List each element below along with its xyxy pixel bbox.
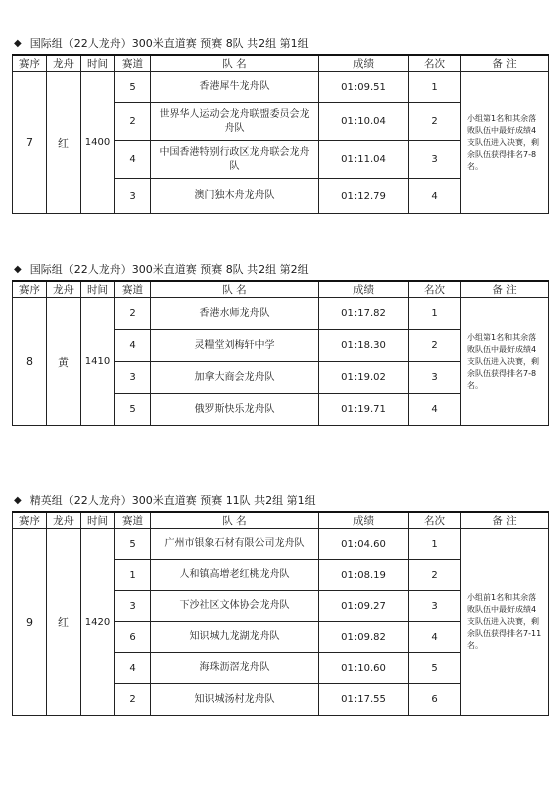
- section-title-text: 国际组（22人龙舟）300米直道赛 预赛 8队 共2组 第2组: [29, 263, 309, 276]
- header-note: 备 注: [461, 512, 549, 529]
- rank-cell: 1: [409, 298, 461, 330]
- result-cell: 01:12.79: [319, 179, 409, 214]
- header-note: 备 注: [461, 281, 549, 298]
- team-cell: 广州市银象石材有限公司龙舟队: [151, 529, 319, 560]
- header-lane: 赛道: [115, 55, 151, 72]
- header-result: 成绩: [319, 281, 409, 298]
- lane-cell: 3: [115, 591, 151, 622]
- rank-cell: 2: [409, 103, 461, 141]
- table-header-row: [13, 281, 549, 298]
- result-cell: 01:18.30: [319, 330, 409, 362]
- result-cell: 01:19.02: [319, 362, 409, 394]
- lane-cell: 6: [115, 622, 151, 653]
- section-title-text: 国际组（22人龙舟）300米直道赛 预赛 8队 共2组 第1组: [29, 37, 309, 50]
- result-cell: 01:10.04: [319, 103, 409, 141]
- team-cell: 人和镇高增老红桃龙舟队: [151, 560, 319, 591]
- header-seq: 赛序: [13, 512, 47, 529]
- rank-cell: 2: [409, 560, 461, 591]
- table-header-row: [13, 55, 549, 72]
- header-time: 时间: [81, 55, 115, 72]
- header-seq: 赛序: [13, 281, 47, 298]
- header-team: 队 名: [151, 512, 319, 529]
- lane-cell: 2: [115, 103, 151, 141]
- header-rank: 名次: [409, 281, 461, 298]
- lane-cell: 4: [115, 330, 151, 362]
- diamond-icon: ◆: [14, 264, 22, 275]
- team-cell: 俄罗斯快乐龙舟队: [151, 394, 319, 426]
- section-title: [12, 34, 548, 54]
- team-cell: 海珠沥滘龙舟队: [151, 653, 319, 684]
- team-cell: 中国香港特别行政区龙舟联会龙舟队: [151, 141, 319, 179]
- result-cell: 01:10.60: [319, 653, 409, 684]
- seq-cell: 9: [13, 529, 47, 716]
- rank-cell: 2: [409, 330, 461, 362]
- results-table: [12, 280, 549, 426]
- rank-cell: 6: [409, 684, 461, 716]
- team-cell: 下沙社区文体协会龙舟队: [151, 591, 319, 622]
- result-cell: 01:17.55: [319, 684, 409, 716]
- header-lane: 赛道: [115, 281, 151, 298]
- race-section-3: [12, 491, 548, 716]
- rank-cell: 5: [409, 653, 461, 684]
- result-cell: 01:11.04: [319, 141, 409, 179]
- team-cell: 澳门独木舟龙舟队: [151, 179, 319, 214]
- lane-cell: 5: [115, 72, 151, 103]
- header-boat: 龙舟: [47, 55, 81, 72]
- note-cell: 小组前1名和其余落败队伍中最好成绩4支队伍进入决赛，剩余队伍获得排名7-11名。: [461, 529, 549, 716]
- result-cell: 01:17.82: [319, 298, 409, 330]
- time-cell: 1410: [81, 298, 115, 426]
- result-cell: 01:19.71: [319, 394, 409, 426]
- boat-cell: 红: [47, 72, 81, 214]
- time-cell: 1400: [81, 72, 115, 214]
- lane-cell: 5: [115, 394, 151, 426]
- header-result: 成绩: [319, 55, 409, 72]
- table-row: [13, 298, 549, 330]
- lane-cell: 2: [115, 684, 151, 716]
- result-cell: 01:09.51: [319, 72, 409, 103]
- section-title-text: 精英组（22人龙舟）300米直道赛 预赛 11队 共2组 第1组: [29, 494, 316, 507]
- header-time: 时间: [81, 281, 115, 298]
- seq-cell: 7: [13, 72, 47, 214]
- lane-cell: 1: [115, 560, 151, 591]
- rank-cell: 3: [409, 591, 461, 622]
- team-cell: 知识城汤村龙舟队: [151, 684, 319, 716]
- result-cell: 01:08.19: [319, 560, 409, 591]
- header-result: 成绩: [319, 512, 409, 529]
- result-cell: 01:09.27: [319, 591, 409, 622]
- lane-cell: 3: [115, 362, 151, 394]
- rank-cell: 4: [409, 622, 461, 653]
- results-table: [12, 511, 549, 716]
- race-section-1: [12, 34, 548, 214]
- lane-cell: 3: [115, 179, 151, 214]
- header-boat: 龙舟: [47, 281, 81, 298]
- result-cell: 01:04.60: [319, 529, 409, 560]
- rank-cell: 1: [409, 529, 461, 560]
- race-section-2: [12, 260, 548, 426]
- team-cell: 灵糧堂刘梅轩中学: [151, 330, 319, 362]
- rank-cell: 4: [409, 394, 461, 426]
- team-cell: 香港犀牛龙舟队: [151, 72, 319, 103]
- header-team: 队 名: [151, 281, 319, 298]
- diamond-icon: ◆: [14, 495, 22, 506]
- team-cell: 加拿大商会龙舟队: [151, 362, 319, 394]
- header-note: 备 注: [461, 55, 549, 72]
- table-row: [13, 529, 549, 560]
- header-boat: 龙舟: [47, 512, 81, 529]
- team-cell: 香港水师龙舟队: [151, 298, 319, 330]
- note-cell: 小组第1名和其余落败队伍中最好成绩4支队伍进入决赛，剩余队伍获得排名7-8名。: [461, 72, 549, 214]
- seq-cell: 8: [13, 298, 47, 426]
- table-row: [13, 72, 549, 103]
- header-rank: 名次: [409, 55, 461, 72]
- table-header-row: [13, 512, 549, 529]
- section-title: [12, 491, 548, 511]
- time-cell: 1420: [81, 529, 115, 716]
- lane-cell: 2: [115, 298, 151, 330]
- rank-cell: 4: [409, 179, 461, 214]
- note-cell: 小组第1名和其余落败队伍中最好成绩4支队伍进入决赛，剩余队伍获得排名7-8名。: [461, 298, 549, 426]
- diamond-icon: ◆: [14, 38, 22, 49]
- lane-cell: 4: [115, 653, 151, 684]
- lane-cell: 4: [115, 141, 151, 179]
- team-cell: 知识城九龙湖龙舟队: [151, 622, 319, 653]
- header-rank: 名次: [409, 512, 461, 529]
- rank-cell: 1: [409, 72, 461, 103]
- boat-cell: 黄: [47, 298, 81, 426]
- header-lane: 赛道: [115, 512, 151, 529]
- result-cell: 01:09.82: [319, 622, 409, 653]
- team-cell: 世界华人运动会龙舟联盟委员会龙舟队: [151, 103, 319, 141]
- lane-cell: 5: [115, 529, 151, 560]
- header-seq: 赛序: [13, 55, 47, 72]
- header-time: 时间: [81, 512, 115, 529]
- rank-cell: 3: [409, 141, 461, 179]
- rank-cell: 3: [409, 362, 461, 394]
- header-team: 队 名: [151, 55, 319, 72]
- section-title: [12, 260, 548, 280]
- boat-cell: 红: [47, 529, 81, 716]
- results-table: [12, 54, 549, 214]
